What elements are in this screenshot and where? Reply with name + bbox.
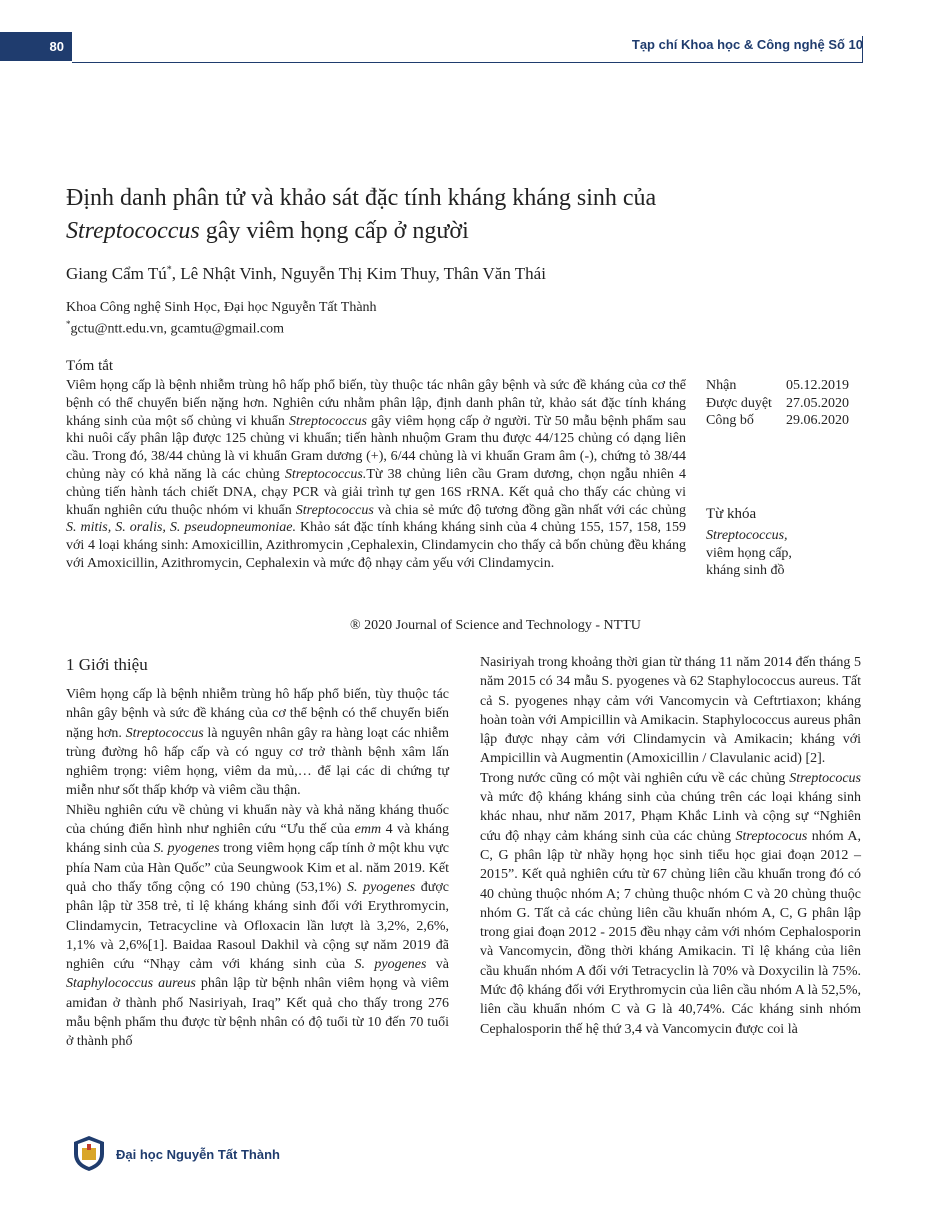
keywords-list <box>706 527 836 580</box>
column-right <box>480 653 861 1039</box>
corresponding-mark: * <box>166 264 172 276</box>
email-mark: * <box>66 319 71 329</box>
abstract-text: Viêm họng cấp là bệnh nhiễm trùng hô hấp phổ biến, tùy thuộc tác nhân gây bệnh và sức đề kháng của cơ thể bệnh có thể chuyển biến nặng hơn. Nghiên cứu nhằm phân lập, định danh phân tử, khảo sát đặc tính kháng kháng sinh của một số chủng vi khuẩn Streptococcus gây viêm họng cấp ở người. Từ 50 mẫu bệnh phẩm sau khi nuôi cấy phân lập được 125 chủng vi khuẩn; tiến hành nhuộm Gram thu được 44/125 chủng có dạng liên cầu. Trong đó, 38/44 chủng là vi khuẩn Gram dương (+), 6/44 chủng là vi khuẩn Gram âm (-), chứng tỏ 38/44 chủng này có khả năng là các chủng Streptococcus.Từ 38 chủng liên cầu Gram dương, chọn ngẫu nhiên 4 chủng tiến hành tách chiết DNA, chạy PCR và giải trình tự gen 16S rRNA. Kết quả cho thấy các chủng vi khuẩn nghiên cứu thuộc nhóm vi khuẩn Streptococcus và chia sẻ mức độ tương đồng gần nhất với các chủng S. mitis, S. oralis, S. pseudopneumoniae. Khảo sát đặc tính kháng kháng sinh của 4 chủng 155, 157, 158, 159 với 4 loại kháng sinh: Amoxicillin, Azithromycin ,Cephalexin, Clindamycin cho thấy cả bốn chủng đều kháng với Amoxicillin, Azithromycin, Cephalexin và mức độ nhạy cảm yếu với Clindamycin. <box>66 378 686 571</box>
paragraph-4: Trong nước cũng có một vài nghiên cứu về các chủng Streptococus và mức độ kháng kháng sinh của chúng trên các loại kháng sinh khác nhau, như năm 2017, Phạm Khắc Linh và cộng sự “Nghiên cứu độ nhạy cảm kháng sinh của các chủng Streptococus nhóm A, C, G phân lập từ nhầy họng học sinh tiểu học giai đoạn 2012 – 2015”. Kết quả nghiên cứu từ 67 chủng liên cầu khuẩn trong đó có 40 chủng thuộc nhóm A; 7 chủng thuộc nhóm C và 20 chủng thuộc nhóm G. Tất cả các chủng liên cầu khuẩn nhóm A, C, G phân lập trong giai đoạn 2012 - 2015 đều nhạy cảm với nhóm Cephalosporin và Vancomycin, đồng thời kháng Amikacin. Tỉ lệ kháng của liên cầu khuẩn nhóm A đối với Tetracyclin là 70% và Doxycilin là 75%. Mức độ kháng đối với Erythromycin của liên cầu nhóm A là 52,5%, liên cầu khuẩn nhóm C và G là 40,74%. Các kháng sinh nhóm Cephalosporin thế hệ thứ 3,4 và Vancomycin được coi là <box>480 770 862 1037</box>
title-line-1: Định danh phân tử và khảo sát đặc tính kháng kháng sinh của <box>66 185 657 211</box>
date-accepted: Được duyệt 27.05.2020 <box>706 395 849 411</box>
keyword-1: Streptococcus, <box>706 528 788 543</box>
keywords-heading: Từ khóa <box>706 506 757 522</box>
email-text: gctu@ntt.edu.vn, gcamtu@gmail.com <box>70 321 285 337</box>
authors <box>66 264 546 284</box>
copyright: ® 2020 Journal of Science and Technology - NTTU <box>350 618 641 633</box>
date-published: Công bố 29.06.2020 <box>706 413 849 428</box>
footer-university: Đại học Nguyễn Tất Thành <box>116 1147 280 1162</box>
affiliation: Khoa Công nghệ Sinh Học, Đại học Nguyễn Tất Thành <box>66 300 377 315</box>
abstract-heading: Tóm tắt <box>66 358 114 374</box>
title-italic: Streptococcus <box>66 218 200 244</box>
paragraph-3: Nasiriyah trong khoảng thời gian từ tháng 11 năm 2014 đến tháng 5 năm 2015 có 34 mẫu S. pyogenes và 62 Staphylococcus aureus. Tất cả S. pyogenes nhạy cảm với Vancomycin và Ceftrtiaxon; kháng hoàn toàn với Ampicillin và Amikacin. Staphylococcus aureus phân lập được nhạy cảm với Clindamycin và Amikacin; kháng với Ampicillin và Augmentin (Amoxicillin / Clavulanic acid) [2]. <box>480 655 861 767</box>
header-tick <box>862 36 863 62</box>
article-title <box>66 182 866 248</box>
date-received: Nhận 05.12.2019 <box>706 378 849 393</box>
title-line-2: gây viêm họng cấp ở người <box>199 218 469 244</box>
header-rule <box>72 62 863 63</box>
keyword-3: kháng sinh đồ <box>706 563 785 578</box>
section-heading: 1 Giới thiệu <box>66 655 148 674</box>
paragraph-1: Viêm họng cấp là bệnh nhiễm trùng hô hấp phổ biến, tùy thuộc tác nhân gây bệnh và sức đề kháng của cơ thể bệnh có thể chuyển biến nặng hơn. Streptococcus là nguyên nhân gây ra hàng loạt các nhiễm trùng đường hô hấp cấp và có nguy cơ trở thành bệnh xâm lấn nghiêm trọng: viêm họng, viêm da mủ,… để lại các di chứng tự miễn như sốt thấp khớp và viêm cầu thận. <box>66 687 449 799</box>
email-line <box>66 319 284 338</box>
article-dates <box>706 377 849 430</box>
journal-name: Tạp chí Khoa học & Công nghệ Số 10 <box>631 37 863 52</box>
column-left <box>66 685 449 1052</box>
university-logo-icon <box>70 1134 108 1172</box>
other-authors: , Lê Nhật Vinh, Nguyễn Thị Kim Thuy, Thân Văn Thái <box>171 264 546 283</box>
page-number: 80 <box>0 32 72 61</box>
keyword-2: viêm họng cấp, <box>706 545 792 561</box>
first-author: Giang Cẩm Tú <box>66 264 167 283</box>
paragraph-2: Nhiều nghiên cứu về chủng vi khuẩn này và khả năng kháng thuốc của chúng điển hình như nghiên cứu “Ưu thế của emm 4 và kháng kháng sinh của S. pyogenes trong viêm họng cấp tính ở một khu vực phía Nam của Hàn Quốc” của Seungwook Kim et al. năm 2019. Kết quả cho thấy tổng cộng có 190 chủng (53,1%) S. pyogenes được phân lập từ 358 trẻ, tỉ lệ kháng kháng sinh đối với Erythromycin, Clindamycin, Tetracycline và Ofloxacin lần lượt là 3,2%, 2,6%, 1,1% và 2,6%[1]. Baidaa Rasoul Dakhil và cộng sự năm 2019 đã nghiên cứu “Nhạy cảm với kháng sinh của S. pyogenes và Staphylococcus aureus phân lập từ bệnh nhân viêm họng và viêm amiđan ở thành phố Nasiriyah, Iraq” Kết quả cho thấy trong 276 mẫu bệnh phẩm thu được từ bệnh nhân có độ tuổi từ 10 đến 70 tuổi ở thành phố <box>66 802 449 1050</box>
